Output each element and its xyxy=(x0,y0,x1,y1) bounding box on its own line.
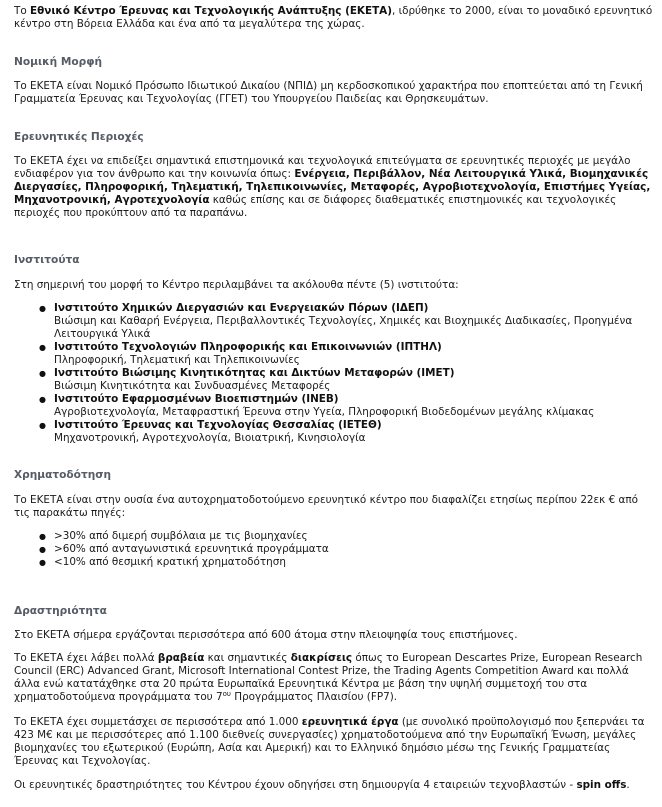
legal-paragraph: Το ΕΚΕΤΑ είναι Νομικό Πρόσωπο Ιδιωτικού Δικαίου (ΝΠΙΔ) μη κερδοσκοπικού χαρακτήρα που εποπτεύεται από τη Γενική Γραμματεία Έρευνας και Τεχνολογίας (ΓΓΕΤ) του Υπουργείου Παιδείας και Θρησκευμάτων. xyxy=(14,80,643,105)
spinoffs-text-1: Οι ερευνητικές δραστηριότητες του Κέντρου έχουν οδηγήσει στη δημιουργία 4 εταιρειών τεχνοβλαστών - xyxy=(14,779,577,791)
funding-paragraph: Το ΕΚΕΤΑ είναι στην ουσία ένα αυτοχρηματοδοτούμενο ερευνητικό κέντρο που διαφαλίζει ετησίως περίπου 22εκ € από τις παρακάτω πηγές: xyxy=(14,494,638,519)
intro-center-name: Εθνικό Κέντρο Έρευνας και Τεχνολογικής Ανάπτυξης (ΕΚΕΤΑ) xyxy=(30,5,392,17)
spinoffs-bold: spin offs xyxy=(576,779,627,791)
awards-text-3: όπως το European Descartes Prize, European Research Council (ERC) Advanced Grant, Microsoft International Contest Prize, the Trading Agents Competition Award και πολλά άλλα ενώ κατατάχθηκε στα 20 πρώτα Ευρωπαϊκά Ερευνητικά Κέντρα με βάση την υψηλή συμμετοχή του στα χρηματοδοτούμενα προγράμματα του 7 xyxy=(14,652,643,703)
ordinal-superscript: ου xyxy=(222,690,231,698)
institute-desc: Βιώσιμη Κινητικότητα και Συνδυασμένες Μεταφορές xyxy=(54,380,331,392)
institute-name: ● Ινστιτούτο Τεχνολογιών Πληροφορικής και Επικοινωνιών (ΙΠΤΗΛ) xyxy=(54,341,442,353)
institutes-list xyxy=(14,302,654,445)
list-item: ● <10% από θεσμική κρατική χρηματοδότηση xyxy=(14,556,654,569)
distinctions-bold: διακρίσεις xyxy=(290,652,353,664)
institute-desc: Μηχανοτρονική, Αγροτεχνολογία, Βιοιατρική, Κινησιολογία xyxy=(54,432,366,444)
spinoffs-text-2: . xyxy=(626,779,630,791)
projects-text-1: Το ΕΚΕΤΑ έχει συμμετάσχει σε περισσότερα από 1.000 xyxy=(14,716,302,728)
institutes-heading: Ινστιτούτα xyxy=(14,254,80,266)
intro-text-1: Το xyxy=(14,5,31,17)
areas-text-2: καθώς επίσης και σε διάφορες διαθεματικές επιστημονικές και τεχνολογικές περιοχές που προκύπτουν από τα παραπάνω. xyxy=(14,194,617,219)
awards-bold: βραβεία xyxy=(157,652,205,664)
intro-text-2: , ιδρύθηκε το 2000, είναι το μοναδικό ερευνητικό κέντρο στη Βόρεια Ελλάδα και ένα από τα μεγαλύτερα της χώρας. xyxy=(14,5,653,30)
funding-heading: Χρηματοδότηση xyxy=(14,469,112,481)
activity-paragraph-2 xyxy=(14,652,654,704)
institute-desc: Πληροφορική, Τηλεματική και Τηλεπικοινωνίες xyxy=(54,354,300,366)
awards-text-2: και σημαντικές xyxy=(204,652,291,664)
list-item xyxy=(14,341,654,367)
funding-list xyxy=(14,530,654,569)
list-item xyxy=(14,302,654,341)
areas-paragraph xyxy=(14,155,654,220)
institute-name: ● Ινστιτούτο Έρευνας και Τεχνολογίας Θεσσαλίας (ΙΕΤΕΘ) xyxy=(54,419,382,431)
list-item xyxy=(14,419,654,445)
projects-text-2: (με συνολικό προϋπολογισμό που ξεπερνάει τα 423 Μ€ και με περισσότερες από 1.100 διεθνείς συνεργασίες) χρηματοδοτούμενα από την Ευρωπαϊκή Ένωση, μεγάλες βιομηχανίες του εξωτερικού (Ευρώπη, Ασία και Αμερική) και το Ελληνικό δημόσιο μέσω της Γενικής Γραμματείας Έρευνας και Τεχνολογίας. xyxy=(14,716,645,767)
institutes-intro: Στη σημερινή του μορφή το Κέντρο περιλαμβάνει τα ακόλουθα πέντε (5) ινστιτούτα: xyxy=(14,279,459,291)
legal-heading: Νομική Μορφή xyxy=(14,56,103,68)
areas-heading: Ερευνητικές Περιοχές xyxy=(14,131,144,143)
activity-paragraph-3 xyxy=(14,716,654,768)
intro-paragraph xyxy=(14,5,654,31)
institute-desc: Αγροβιοτεχνολογία, Μεταφραστική Έρευνα στην Υγεία, Πληροφορική Βιοδεδομένων μεγάλης κλίμακας xyxy=(54,406,595,418)
list-item xyxy=(14,367,654,393)
list-item: ● >60% από ανταγωνιστικά ερευνητικά προγράμματα xyxy=(14,543,654,556)
institute-desc: Βιώσιμη και Καθαρή Ενέργεια, Περιβαλλοντικές Τεχνολογίες, Χημικές και Βιοχημικές Διαδικασίες, Προηγμένα Λειτουργικά Υλικά xyxy=(54,315,633,340)
areas-text-1: Το ΕΚΕΤΑ έχει να επιδείξει σημαντικά επιστημονικά και τεχνολογικά επιτεύγματα σε ερευνητικές περιοχές με μεγάλο ενδιαφέρον για τον άνθρωπο και την κοινωνία όπως: xyxy=(14,155,631,180)
activity-paragraph-1: Στο ΕΚΕΤΑ σήμερα εργάζονται περισσότερα από 600 άτομα στην πλειοψηφία τους επιστήμονες. xyxy=(14,629,518,641)
areas-list-bold: Ενέργεια, Περιβάλλον, Νέα Λειτουργικά Υλικά, Βιομηχανικές Διεργασίες, Πληροφορική, Τηλεματική, Τηλεπικοινωνίες, Μεταφορές, Αγροβιοτεχνολογία, Επιστήμες Υγείας, Μηχανοτρονική, Αγροτεχνολογία xyxy=(14,168,651,206)
awards-text-4: Προγράμματος Πλαισίου (FP7). xyxy=(230,691,398,703)
activity-paragraph-4 xyxy=(14,779,654,792)
institute-name: ● Ινστιτούτο Εφαρμοσμένων Βιοεπιστημών (ΙΝΕΒ) xyxy=(54,393,339,405)
institute-name: ● Ινστιτούτο Χημικών Διεργασιών και Ενεργειακών Πόρων (ΙΔΕΠ) xyxy=(54,302,429,314)
list-item xyxy=(14,393,654,419)
list-item: ● >30% από διμερή συμβόλαια με τις βιομηχανίες xyxy=(14,530,654,543)
institute-name: ● Ινστιτούτο Βιώσιμης Κινητικότητας και Δικτύων Μεταφορών (ΙΜΕΤ) xyxy=(54,367,455,379)
activity-heading: Δραστηριότητα xyxy=(14,605,107,617)
projects-bold: ερευνητικά έργα xyxy=(301,716,399,728)
awards-text-1: Το ΕΚΕΤΑ έχει λάβει πολλά xyxy=(14,652,158,664)
